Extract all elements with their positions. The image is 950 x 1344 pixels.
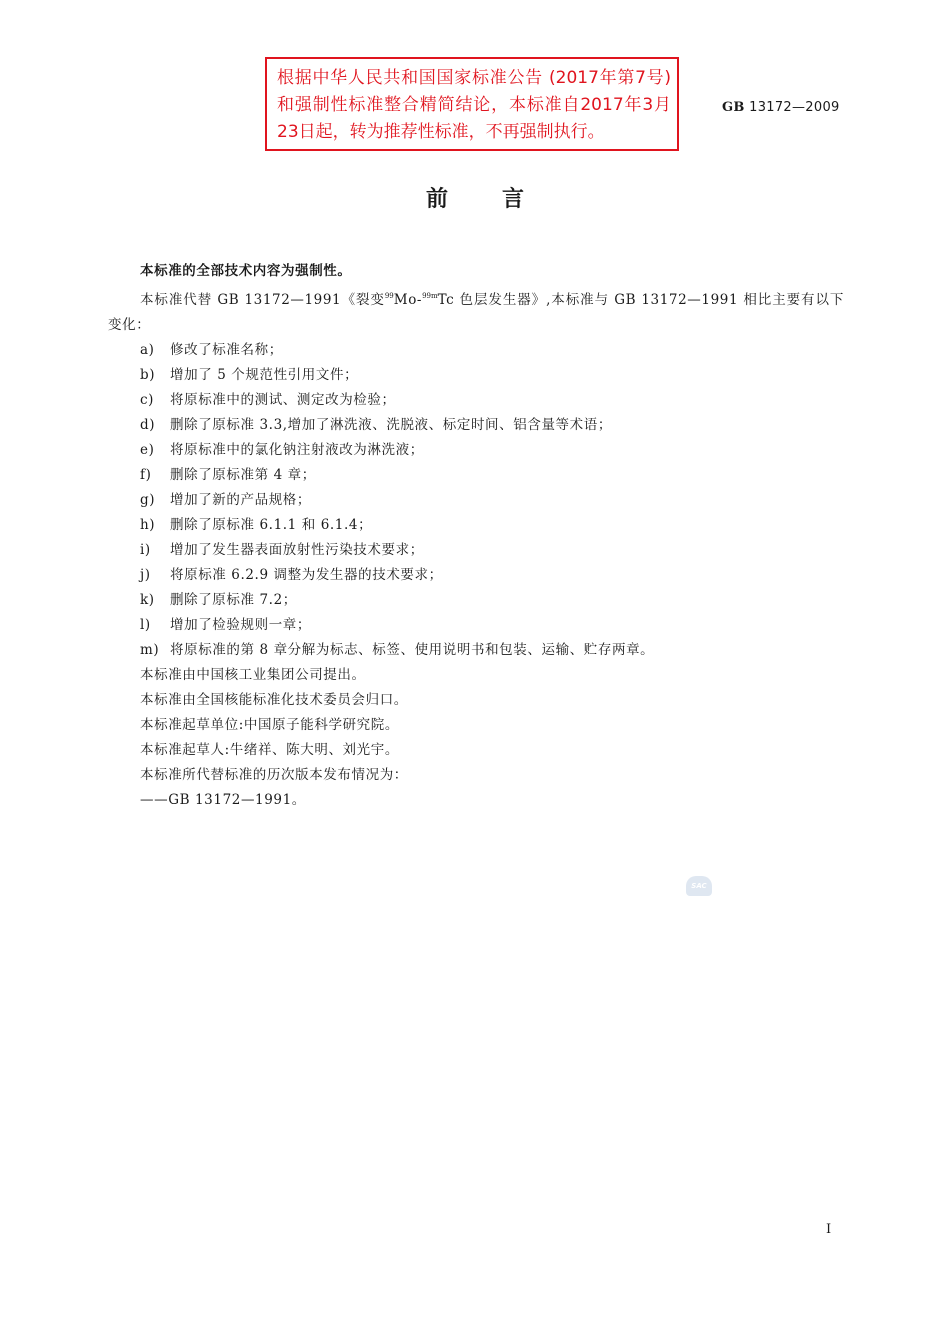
list-marker: j)	[140, 567, 151, 583]
page-title	[0, 182, 950, 213]
list-marker: m)	[140, 642, 160, 658]
title-char-1: 前	[425, 187, 448, 212]
committee-statement: 本标准由全国核能标准化技术委员会归口。	[140, 692, 408, 708]
list-marker: g)	[140, 492, 156, 508]
replacement-text-a: 本标准代替 GB 13172—1991《裂变	[140, 292, 385, 308]
list-marker: f)	[140, 467, 152, 483]
mandatory-statement: 本标准的全部技术内容为强制性。	[140, 263, 352, 279]
list-item-text: 删除了原标准 7.2；	[170, 592, 297, 608]
title-char-2: 言	[502, 187, 525, 212]
list-item	[108, 538, 844, 563]
list-item-text: 将原标准 6.2.9 调整为发生器的技术要求；	[170, 567, 443, 583]
list-item	[108, 338, 844, 363]
list-item-text: 将原标准中的氯化钠注射液改为淋洗液；	[170, 442, 424, 458]
list-item	[108, 363, 844, 388]
drafters-statement: 本标准起草人:牛绪祥、陈大明、刘光宇。	[140, 742, 399, 758]
replacement-statement	[108, 284, 844, 338]
list-marker: a)	[140, 342, 155, 358]
list-item	[108, 588, 844, 613]
list-item-text: 将原标准的第 8 章分解为标志、标签、使用说明书和包装、运输、贮存两章。	[170, 642, 655, 658]
standard-code	[722, 100, 840, 115]
list-item	[108, 438, 844, 463]
list-item	[108, 613, 844, 638]
list-marker: l)	[140, 617, 151, 633]
list-marker: i)	[140, 542, 151, 558]
list-item	[108, 413, 844, 438]
replacement-text-b: Mo-	[393, 292, 423, 308]
history-statement: 本标准所代替标准的历次版本发布情况为：	[140, 767, 408, 783]
sac-watermark-logo: SAC	[686, 876, 712, 896]
mandatory-status-notice: 根据中华人民共和国国家标准公告 (2017年第7号) 和强制性标准整合精简结论，本标准自2017年3月23日起，转为推荐性标准，不再强制执行。	[265, 57, 679, 151]
list-item	[108, 388, 844, 413]
list-marker: c)	[140, 392, 155, 408]
list-item-text: 增加了检验规则一章；	[170, 617, 311, 633]
proposer-statement: 本标准由中国核工业集团公司提出。	[140, 667, 366, 683]
change-list	[108, 338, 844, 663]
list-item-text: 删除了原标准第 4 章；	[170, 467, 316, 483]
isotope-superscript-mo: 99	[384, 292, 394, 300]
page-number: I	[826, 1222, 832, 1237]
list-item	[108, 463, 844, 488]
list-item-text: 删除了原标准 3.3,增加了淋洗液、洗脱液、标定时间、铝含量等术语；	[170, 417, 612, 433]
list-marker: k)	[140, 592, 155, 608]
history-item: ——GB 13172—1991。	[140, 792, 306, 808]
list-item	[108, 638, 844, 663]
replacement-text-c: Tc 色层发生器》,本标准与 GB 13172—1991 相比主要有以下变化：	[108, 292, 844, 333]
isotope-superscript-tc: 99m	[422, 292, 438, 300]
standard-prefix: GB	[722, 100, 745, 115]
list-item	[108, 563, 844, 588]
list-item-text: 增加了新的产品规格；	[170, 492, 311, 508]
standard-number: 13172—2009	[749, 100, 840, 115]
list-item	[108, 513, 844, 538]
list-item-text: 增加了发生器表面放射性污染技术要求；	[170, 542, 424, 558]
list-marker: h)	[140, 517, 156, 533]
drafting-unit-statement: 本标准起草单位:中国原子能科学研究院。	[140, 717, 399, 733]
list-item-text: 将原标准中的测试、测定改为检验；	[170, 392, 396, 408]
list-item	[108, 488, 844, 513]
list-item-text: 删除了原标准 6.1.1 和 6.1.4；	[170, 517, 373, 533]
list-marker: d)	[140, 417, 156, 433]
list-marker: b)	[140, 367, 156, 383]
list-item-text: 增加了 5 个规范性引用文件；	[170, 367, 359, 383]
foreword-body	[108, 259, 844, 813]
list-item-text: 修改了标准名称；	[170, 342, 283, 358]
list-marker: e)	[140, 442, 155, 458]
